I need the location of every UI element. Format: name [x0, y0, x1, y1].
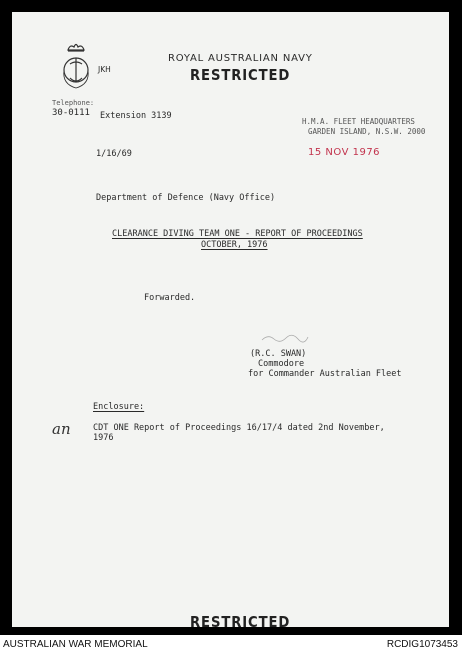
enclosure-heading: Enclosure:	[93, 402, 145, 412]
addressee: Department of Defence (Navy Office)	[96, 193, 276, 203]
organisation-name: ROYAL AUSTRALIAN NAVY	[168, 53, 313, 64]
subject-line-2: OCTOBER, 1976	[201, 240, 268, 250]
archive-footer	[0, 635, 462, 653]
classification-top: RESTRICTED	[190, 66, 291, 84]
extension: Extension 3139	[100, 111, 172, 121]
initials: JKH	[98, 65, 111, 74]
signatory-role: for Commander Australian Fleet	[248, 369, 402, 379]
footer-right-label: RCDIG1073453	[386, 639, 458, 650]
enclosure-line-2: 1976	[93, 433, 114, 443]
telephone-number: 30-0111	[52, 108, 90, 118]
subject-line-1: CLEARANCE DIVING TEAM ONE - REPORT OF PROCEEDINGS	[112, 229, 363, 239]
telephone-label: Telephone:	[52, 99, 95, 107]
date-stamp: 15 NOV 1976	[308, 147, 381, 158]
enclosure-line-1: CDT ONE Report of Proceedings 16/17/4 dated 2nd November,	[93, 423, 385, 433]
document-page	[12, 12, 449, 627]
footer-left-label: AUSTRALIAN WAR MEMORIAL	[3, 639, 148, 650]
classification-bottom: RESTRICTED	[190, 613, 291, 627]
file-reference: 1/16/69	[96, 149, 132, 159]
handwritten-mark: an	[52, 420, 71, 438]
body-text: Forwarded.	[144, 293, 196, 303]
signatory-name: (R.C. SWAN)	[250, 349, 307, 359]
hq-address-line1: H.M.A. FLEET HEADQUARTERS	[302, 117, 415, 126]
signature-scribble	[260, 332, 310, 344]
hq-address-line2: GARDEN ISLAND, N.S.W. 2000	[308, 127, 426, 136]
navy-crest-icon	[56, 40, 96, 92]
signatory-rank: Commodore	[258, 359, 305, 369]
